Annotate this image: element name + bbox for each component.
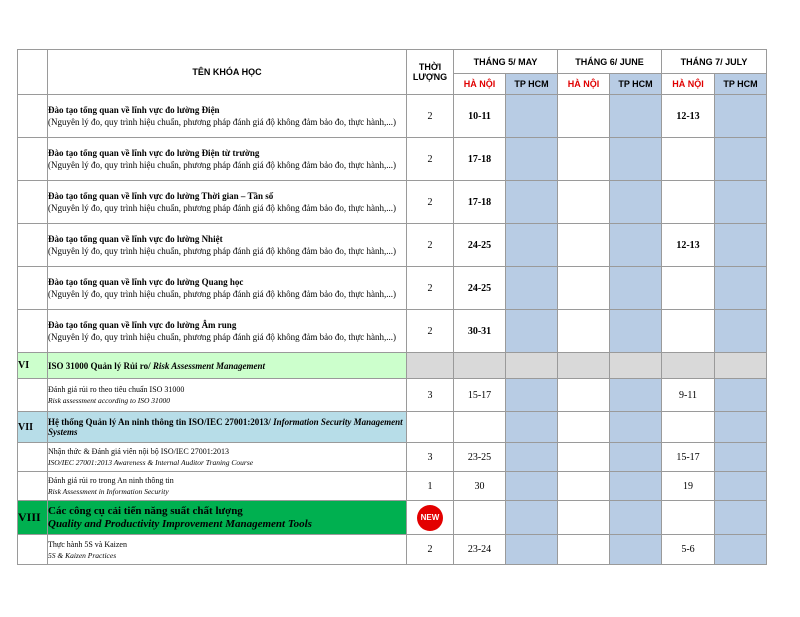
course-title: Đào tạo tổng quan về lĩnh vực đo lường Điện từ trường <box>48 147 260 158</box>
course-title: Đánh giá rủi ro theo tiêu chuẩn ISO 31000 <box>48 385 185 394</box>
course-title: Đào tạo tổng quan về lĩnh vực đo lường Thời gian – Tần số <box>48 190 274 201</box>
course-title: Đào tạo tổng quan về lĩnh vực đo lường Nhiệt <box>48 233 223 244</box>
july-hanoi-cell: 15-17 <box>662 443 715 472</box>
section-title: ISO 31000 Quản lý Rủi ro/ Risk Assessment Management <box>48 353 407 379</box>
duration-cell: 2 <box>407 224 454 267</box>
may-hanoi-cell: 30-31 <box>454 310 506 353</box>
table-row <box>18 181 767 224</box>
duration-cell: 2 <box>407 138 454 181</box>
duration-cell: 2 <box>407 181 454 224</box>
course-title-en: 5S & Kaizen Practices <box>48 550 117 560</box>
course-desc: (Nguyên lý đo, quy trình hiệu chuẩn, phương pháp đánh giá độ không đảm bảo đo, thực hành,...) <box>48 160 396 170</box>
duration-cell: 2 <box>407 310 454 353</box>
section-row-vii <box>18 412 767 443</box>
course-title: Đào tạo tổng quan về lĩnh vực đo lường Điện <box>48 104 220 115</box>
month-may-header: THÁNG 5/ MAY <box>454 50 558 74</box>
month-july-header: THÁNG 7/ JULY <box>662 50 767 74</box>
table-row <box>18 472 767 501</box>
may-hanoi-cell: 24-25 <box>454 267 506 310</box>
table-row <box>18 267 767 310</box>
july-hanoi-cell <box>662 181 715 224</box>
july-hcm-header: TP HCM <box>715 74 767 95</box>
duration-cell: 1 <box>407 472 454 501</box>
section-number: VIII <box>18 501 48 535</box>
course-desc: (Nguyên lý đo, quy trình hiệu chuẩn, phương pháp đánh giá độ không đảm bảo đo, thực hành,...) <box>48 203 396 213</box>
july-hanoi-cell: 5-6 <box>662 535 715 565</box>
course-schedule-table <box>17 49 767 565</box>
new-badge-icon: NEW <box>417 505 443 531</box>
may-hanoi-cell: 23-24 <box>454 535 506 565</box>
june-hcm-header: TP HCM <box>610 74 662 95</box>
month-june-header: THÁNG 6/ JUNE <box>558 50 662 74</box>
table-row <box>18 443 767 472</box>
july-hanoi-cell <box>662 310 715 353</box>
duration-cell: 3 <box>407 379 454 412</box>
section-row-vi <box>18 353 767 379</box>
course-title: Đào tạo tổng quan về lĩnh vực đo lường Âm rung <box>48 319 237 330</box>
june-hanoi-header: HÀ NỘI <box>558 74 610 95</box>
may-hanoi-cell: 17-18 <box>454 138 506 181</box>
duration-cell: 2 <box>407 267 454 310</box>
july-hanoi-cell <box>662 138 715 181</box>
course-desc: (Nguyên lý đo, quy trình hiệu chuẩn, phương pháp đánh giá độ không đảm bảo đo, thực hành,...) <box>48 117 396 127</box>
index-header <box>18 50 48 95</box>
duration-cell: 2 <box>407 95 454 138</box>
course-desc: (Nguyên lý đo, quy trình hiệu chuẩn, phương pháp đánh giá độ không đảm bảo đo, thực hành,...) <box>48 246 396 256</box>
course-title-en: ISO/IEC 27001:2013 Awareness & Internal Auditor Traning Course <box>48 458 254 467</box>
duration-header: THỜI LƯỢNG <box>407 50 454 95</box>
july-hanoi-cell <box>662 267 715 310</box>
may-hanoi-header: HÀ NỘI <box>454 74 506 95</box>
may-hanoi-cell: 10-11 <box>454 95 506 138</box>
may-hanoi-cell: 23-25 <box>454 443 506 472</box>
july-hanoi-cell: 9-11 <box>662 379 715 412</box>
duration-cell: 3 <box>407 443 454 472</box>
section-number: VII <box>18 412 48 443</box>
may-hanoi-cell: 15-17 <box>454 379 506 412</box>
table-row <box>18 535 767 565</box>
may-hanoi-cell: 24-25 <box>454 224 506 267</box>
section-number: VI <box>18 353 48 379</box>
july-hanoi-cell: 12-13 <box>662 224 715 267</box>
course-title: Đánh giá rủi ro trong An ninh thông tin <box>48 476 174 485</box>
table-row <box>18 379 767 412</box>
course-title-en: Risk assessment according to ISO 31000 <box>48 396 170 405</box>
course-title: Đào tạo tổng quan về lĩnh vực đo lường Quang học <box>48 276 244 287</box>
table-row <box>18 224 767 267</box>
course-title: Thực hành 5S và Kaizen <box>48 539 127 549</box>
july-hanoi-header: HÀ NỘI <box>662 74 715 95</box>
may-hcm-header: TP HCM <box>506 74 558 95</box>
course-title: Nhận thức & Đánh giá viên nội bộ ISO/IEC 27001:2013 <box>48 447 229 456</box>
section-row-viii <box>18 501 767 535</box>
course-title-en: Risk Assessment in Information Security <box>48 487 169 496</box>
july-hanoi-cell: 12-13 <box>662 95 715 138</box>
duration-cell: 2 <box>407 535 454 565</box>
july-hanoi-cell: 19 <box>662 472 715 501</box>
table-row <box>18 95 767 138</box>
course-desc: (Nguyên lý đo, quy trình hiệu chuẩn, phương pháp đánh giá độ không đảm bảo đo, thực hành,...) <box>48 332 396 342</box>
may-hanoi-cell: 17-18 <box>454 181 506 224</box>
section-title: Các công cụ cải tiến năng suất chất lượng Quality and Productivity Improvement Management Tools <box>48 501 407 535</box>
table-row <box>18 310 767 353</box>
table-row <box>18 138 767 181</box>
course-desc: (Nguyên lý đo, quy trình hiệu chuẩn, phương pháp đánh giá độ không đảm bảo đo, thực hành,...) <box>48 289 396 299</box>
section-title: Hệ thống Quản lý An ninh thông tin ISO/IEC 27001:2013/ Information Security Management Systems <box>48 412 407 443</box>
may-hanoi-cell: 30 <box>454 472 506 501</box>
course-name-header: TÊN KHÓA HỌC <box>48 50 407 95</box>
